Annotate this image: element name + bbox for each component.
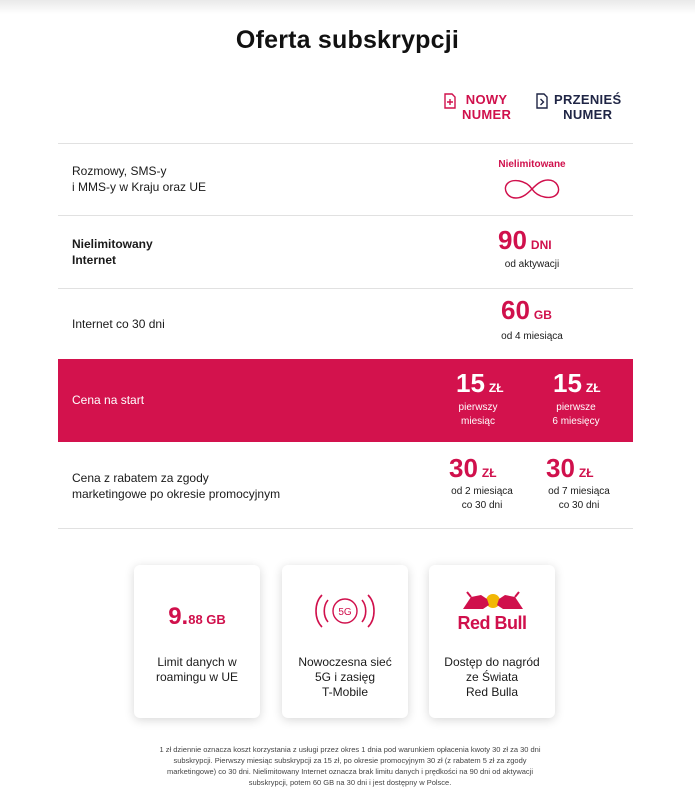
discount-price-new-sub [437, 485, 527, 513]
infinity-icon [500, 176, 564, 202]
start-price-label: Cena na start [72, 393, 145, 407]
row-internet-30-label: Internet co 30 dni [72, 317, 165, 331]
row-discount-label-line1: Cena z rabatem za zgody [72, 471, 209, 485]
roaming-text-line2: roamingu w UE [155, 670, 239, 684]
footnote-line2: subskrypcji. Pierwszy miesiąc subskrypcji za 15 zł, po okresie promocyjnym 30 zł (z rabatem 5 zł za zgody [173, 756, 527, 765]
discount-price-new-value [449, 454, 497, 487]
start-price-new-sub [438, 401, 518, 429]
start-price-row [58, 359, 633, 442]
network-text-line1: Nowoczesna sieć [298, 655, 392, 669]
roaming-card-text [134, 655, 260, 685]
5g-signal-icon [312, 589, 378, 633]
internet-gb-sub: od 4 miesiąca [501, 331, 563, 342]
row-discount-label [72, 470, 280, 502]
redbull-card-text [429, 655, 555, 700]
redbull-text-line2: ze Świata [465, 670, 519, 684]
start-price-port-sub-line2: 6 miesięcy [552, 416, 600, 427]
footnote [108, 744, 592, 788]
discount-price-new-unit: ZŁ [481, 466, 497, 480]
redbull-text-line3: Red Bulla [465, 685, 519, 699]
discount-price-new-sub-line2: co 30 dni [461, 500, 503, 511]
discount-price-port-value [546, 454, 594, 487]
footnote-line3: marketingowe) co 30 dni. Nielimitowany Internet oznacza brak limitu danych i prędkości na 90 dni od aktywacji [166, 767, 533, 776]
divider [58, 143, 633, 144]
discount-price-port-sub-line2: co 30 dni [558, 500, 600, 511]
start-price-port-value [553, 369, 601, 402]
redbull-text-line1: Dostęp do nagród [444, 655, 540, 669]
row-calls-label-line1: Rozmowy, SMS-y [72, 164, 167, 178]
plan-port-line2: NUMER [563, 107, 613, 122]
network-text-line2: 5G i zasięg [314, 670, 376, 684]
sim-transfer-icon [536, 93, 548, 109]
footnote-line1: 1 zł dziennie oznacza koszt korzystania z usługi przez okres 1 dnia pod warunkiem opłacenia kwoty 30 zł za 30 dni [159, 745, 541, 754]
start-price-new-number: 15 [456, 368, 485, 398]
discount-price-port-number: 30 [546, 453, 575, 483]
footnote-line4: subskrypcji, potem 60 GB na 30 dni i jest dostępny w Polsce. [248, 778, 452, 787]
start-price-port-unit: ZŁ [585, 381, 601, 395]
divider [58, 288, 633, 289]
divider [58, 215, 633, 216]
start-price-new-sub-line2: miesiąc [461, 416, 495, 427]
top-shadow [0, 0, 695, 14]
row-internet-unlimited-label [72, 236, 153, 268]
5g-badge-text: 5G [338, 607, 352, 618]
unlimited-label: Nielimitowane [498, 159, 566, 170]
roaming-limit-value [134, 603, 260, 631]
roaming-value-main: 9. [168, 603, 189, 630]
redbull-card [429, 565, 555, 718]
internet-gb-value [501, 296, 552, 329]
row-calls-label-line2: i MMS-y w Kraju oraz UE [72, 180, 207, 194]
red-bull-logo-icon [461, 589, 525, 613]
plan-new-line2: NUMER [462, 107, 512, 122]
start-price-new-sub-line1: pierwszy [458, 402, 498, 413]
discount-price-port-sub-line1: od 7 miesiąca [548, 486, 610, 497]
plan-port-number-header[interactable] [536, 92, 621, 122]
discount-price-new-number: 30 [449, 453, 478, 483]
row-discount-label-line2: marketingowe po okresie promocyjnym [72, 487, 281, 501]
sim-plus-icon [444, 93, 456, 109]
row-internet-unlimited-line2: Internet [72, 253, 117, 267]
red-bull-logo-text: Red Bull [457, 613, 527, 633]
roaming-value-decimal: 88 GB [188, 612, 226, 627]
network-card [282, 565, 408, 718]
page-title: Oferta subskrypcji [235, 26, 460, 54]
discount-price-port-sub [534, 485, 624, 513]
network-text-line3: T-Mobile [321, 685, 368, 699]
discount-price-port-unit: ZŁ [578, 466, 594, 480]
start-price-port-sub-line1: pierwsze [556, 402, 596, 413]
start-price-port-number: 15 [553, 368, 582, 398]
internet-gb-number: 60 [501, 295, 530, 325]
internet-days-unit: DNI [530, 238, 552, 252]
network-card-text [282, 655, 408, 700]
roaming-card [134, 565, 260, 718]
plan-port-line1: PRZENIEŚ [554, 92, 622, 107]
row-calls-label [72, 163, 206, 195]
start-price-new-unit: ZŁ [488, 381, 504, 395]
internet-days-sub: od aktywacji [504, 259, 560, 270]
discount-price-new-sub-line1: od 2 miesiąca [451, 486, 513, 497]
internet-days-value [498, 226, 552, 259]
plan-new-line1: NOWY [465, 92, 508, 107]
plan-new-number-header[interactable] [444, 92, 511, 122]
start-price-new-value [456, 369, 504, 402]
divider [58, 528, 633, 529]
internet-gb-unit: GB [533, 308, 552, 322]
roaming-text-line1: Limit danych w [157, 655, 237, 669]
row-internet-unlimited-line1: Nielimitowany [72, 237, 153, 251]
internet-days-number: 90 [498, 225, 527, 255]
start-price-port-sub [536, 401, 616, 429]
